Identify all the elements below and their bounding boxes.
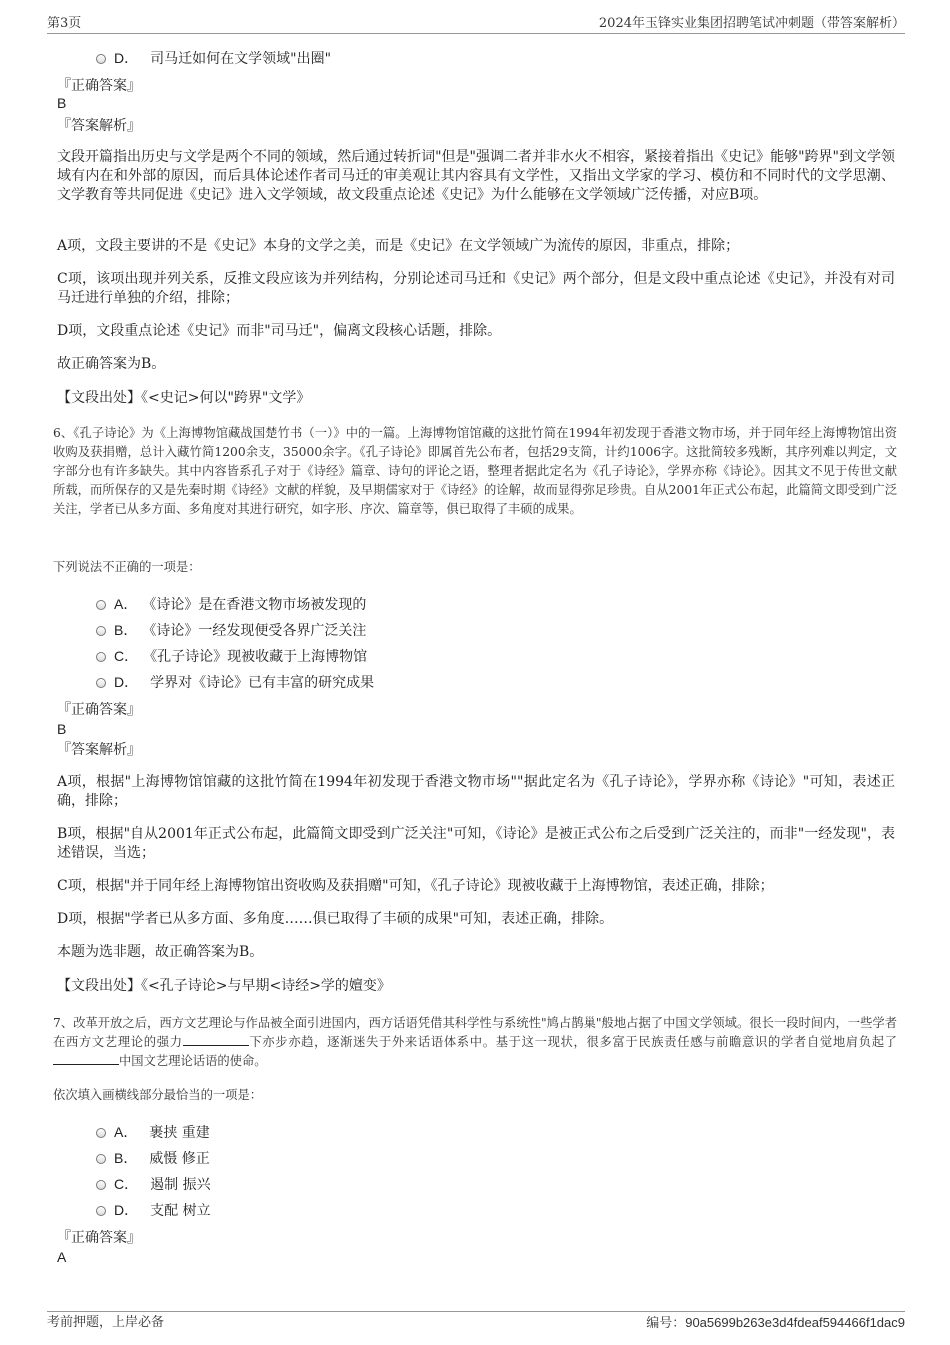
- q6-option-d[interactable]: D． 学界对《诗论》已有丰富的研究成果: [96, 672, 374, 693]
- radio-icon[interactable]: [96, 1128, 106, 1138]
- q5-analysis-paragraph: A项，文段主要讲的不是《史记》本身的文学之美，而是《史记》在文学领域广为流传的原因，非重点，排除；: [57, 238, 740, 254]
- footer-slogan: 考前押题，上岸必备: [47, 1315, 165, 1330]
- q7-answer-label: 『正确答案』: [57, 1230, 141, 1246]
- q6-option-c[interactable]: C． 《孔子诗论》现被收藏于上海博物馆: [96, 646, 367, 667]
- q5-source: 【文段出处】《<史记>何以"跨界"文学》: [57, 390, 311, 406]
- q5-answer: B: [57, 95, 67, 111]
- q7-prompt: 依次填入画横线部分最恰当的一项是：: [53, 1088, 263, 1102]
- q6-analysis-paragraph: D项，根据"学者已从多方面、多角度……俱已取得了丰硕的成果"可知，表述正确，排除。: [57, 911, 614, 927]
- radio-icon[interactable]: [96, 54, 106, 64]
- q6-analysis-label: 『答案解析』: [57, 742, 141, 758]
- q6-question-text: 6、《孔子诗论》为《上海博物馆藏战国楚竹书（一）》中的一篇。上海博物馆馆藏的这批竹简在1994年初发现于香港文物市场，并于同年经上海博物馆出资收购及获捐赠，总计入藏竹简1200余支，35000余字。《孔子诗论》即属首先公布者，包括29支简，计约1006字。这批简较多残断，其序列难以判定，文字部分也有许多缺失。其中内容皆系孔子对于《诗经》篇章、诗句的评论之语，整理者据此定名为《孔子诗论》，学界亦称《诗论》。因其文不见于传世文献所载，而所保存的又是先秦时期《诗经》文献的样貌，及早期儒家对于《诗经》的诠解，故而显得弥足珍贵。自从2001年正式公布起，此篇简文即受到广泛关注，学者已从多方面、多角度对其进行研究，如字形、序次、篇章等，俱已取得了丰硕的成果。: [53, 426, 897, 516]
- q7-answer: A: [57, 1249, 67, 1265]
- q7-option-b[interactable]: B． 威慑 修正: [96, 1148, 210, 1169]
- document-code: 编号：90a5699b263e3d4fdeaf594466f1dac9: [646, 1315, 905, 1331]
- radio-icon[interactable]: [96, 652, 106, 662]
- q7-option-a[interactable]: A． 裹挟 重建: [96, 1122, 210, 1143]
- radio-icon[interactable]: [96, 1180, 106, 1190]
- document-title: 2024年玉锋实业集团招聘笔试冲刺题（带答案解析）: [598, 16, 905, 31]
- q5-analysis-paragraph: C项，该项出现并列关系，反推文段应该为并列结构，分别论述司马迁和《史记》两个部分，但是文段中重点论述《史记》，并没有对司马迁进行单独的介绍，排除；: [57, 271, 895, 306]
- q6-option-a[interactable]: A． 《诗论》是在香港文物市场被发现的: [96, 594, 366, 615]
- q7-option-d[interactable]: D． 支配 树立: [96, 1200, 211, 1221]
- q6-answer-label: 『正确答案』: [57, 702, 141, 718]
- page-footer: [47, 1311, 905, 1331]
- q5-analysis-paragraph: 故正确答案为B。: [57, 356, 166, 372]
- q5-analysis-label: 『答案解析』: [57, 118, 141, 134]
- radio-icon[interactable]: [96, 600, 106, 610]
- radio-icon[interactable]: [96, 626, 106, 636]
- radio-icon[interactable]: [96, 1206, 106, 1216]
- fill-blank[interactable]: [183, 1034, 249, 1046]
- radio-icon[interactable]: [96, 1154, 106, 1164]
- q5-answer-label: 『正确答案』: [57, 78, 141, 94]
- q5-analysis-paragraph: 文段开篇指出历史与文学是两个不同的领域，然后通过转折词"但是"强调二者并非水火不相容，紧接着指出《史记》能够"跨界"到文学领域有内在和外部的原因，而后具体论述作者司马迁的审美观让其内容具有文学性，又指出文学家的学习、模仿和不同时代的文学思潮、文学教育等共同促进《史记》进入文学领域，故文段重点论述《史记》为什么能够在文学领域广泛传播，对应B项。: [57, 149, 895, 203]
- q6-answer: B: [57, 721, 67, 737]
- page-header: [47, 16, 905, 34]
- q5-option-d[interactable]: D． 司马迁如何在文学领域"出圈": [96, 48, 331, 69]
- q6-option-b[interactable]: B． 《诗论》一经发现便受各界广泛关注: [96, 620, 366, 641]
- q6-analysis-paragraph: A项，根据"上海博物馆馆藏的这批竹简在1994年初发现于香港文物市场""据此定名为《孔子诗论》，学界亦称《诗论》"可知，表述正确，排除；: [57, 774, 895, 809]
- q6-source: 【文段出处】《<孔子诗论>与早期<诗经>学的嬗变》: [57, 978, 391, 994]
- q5-analysis-paragraph: D项，文段重点论述《史记》而非"司马迁"，偏离文段核心话题，排除。: [57, 323, 502, 339]
- q6-analysis-paragraph: 本题为选非题，故正确答案为B。: [57, 944, 264, 960]
- q7-question-text: 7、改革开放之后，西方文艺理论与作品被全面引进国内，西方话语凭借其科学性与系统性"鸠占鹊巢"般地占据了中国文学领域。很长一段时间内，一些学者在西方文艺理论的强力 下亦步亦趋，逐渐迷失于外来话语体系中。基于这一现状，很多富于民族责任感与前瞻意识的学者自觉地肩负起了中国文艺理论话语的使命。: [53, 1016, 897, 1068]
- radio-icon[interactable]: [96, 678, 106, 688]
- q6-analysis-paragraph: C项，根据"并于同年经上海博物馆出资收购及获捐赠"可知，《孔子诗论》现被收藏于上海博物馆，表述正确，排除；: [57, 878, 774, 894]
- q6-analysis-paragraph: B项，根据"自从2001年正式公布起，此篇简文即受到广泛关注"可知，《诗论》是被正式公布之后受到广泛关注的，而非"一经发现"，表述错误，当选；: [57, 826, 895, 861]
- q6-prompt: 下列说法不正确的一项是：: [53, 560, 201, 574]
- page-number: 第3页: [47, 16, 82, 31]
- fill-blank[interactable]: [53, 1053, 119, 1065]
- q7-option-c[interactable]: C． 遏制 振兴: [96, 1174, 211, 1195]
